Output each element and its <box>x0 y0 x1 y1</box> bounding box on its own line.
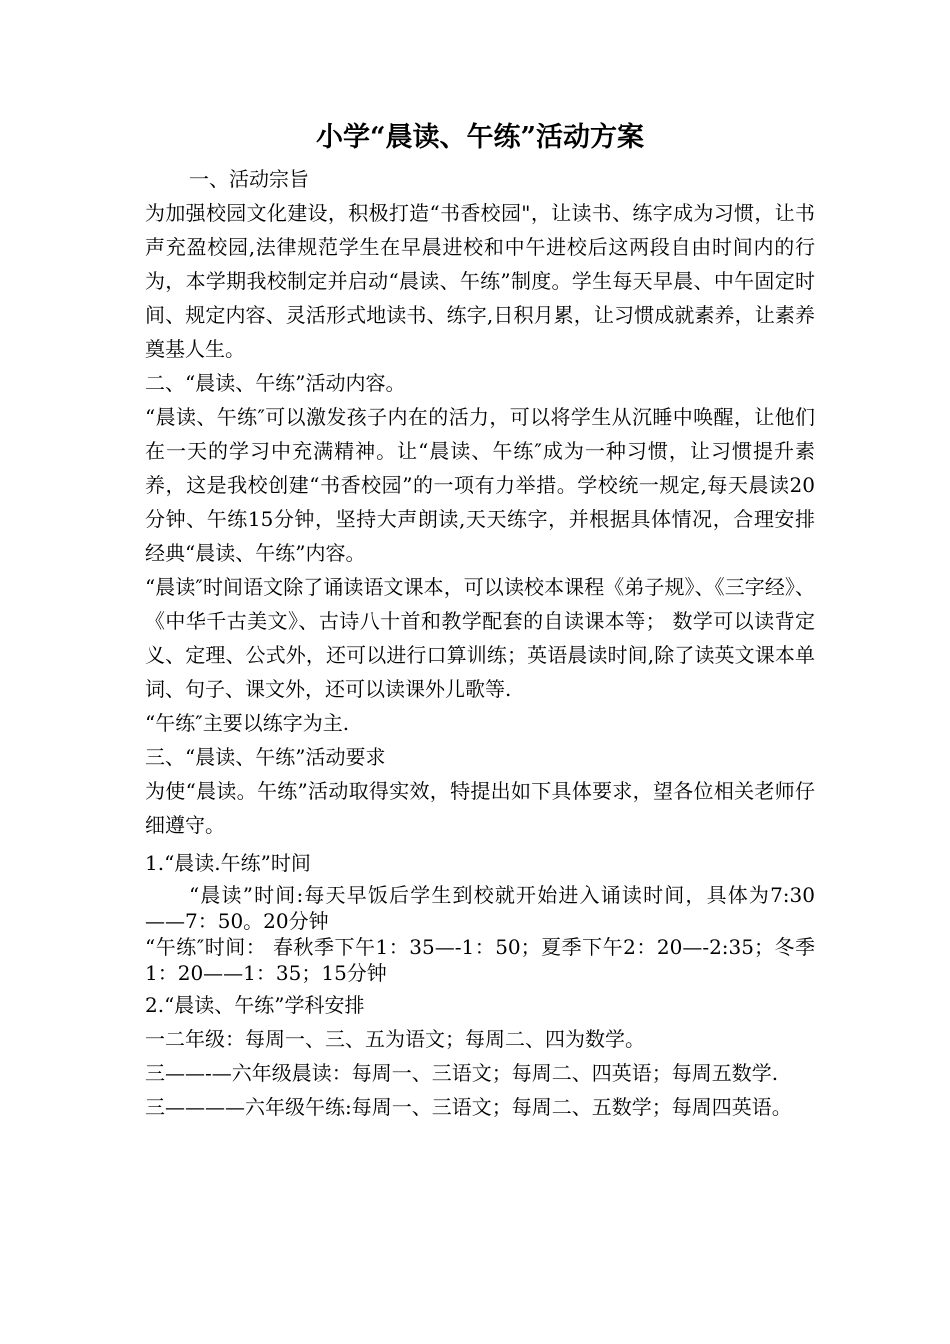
grade-3-6-morning-schedule: 三——-—六年级晨读：每周一、三语文；每周二、四英语；每周五数学. <box>145 1061 779 1085</box>
morning-reading-time: “晨读”时间:每天早饭后学生到校就开始进入诵读时间，具体为7:30——7：50。20分钟 <box>145 883 815 933</box>
section-heading-purpose: 一、活动宗旨 <box>189 167 309 191</box>
grade-1-2-schedule: 一二年级：每周一、三、五为语文；每周二、四为数学。 <box>145 1027 645 1051</box>
paragraph-content-2: “晨读″时间语文除了诵读语文课本，可以读校本课程《弟子规》、《三字经》、《中华千古美文》、古诗八十首和教学配套的自读课本等； 数学可以读背定义、定理、公式外，还可以进行口算训练；英语晨读时间,除了读英文课本单词、句子、课文外，还可以读课外儿歌等. <box>145 575 815 701</box>
noon-practice-time: “午练″时间： 春秋季下午1：35—-1：50；夏季下午2：20—-2:35；冬季1：20——1：35；15分钟 <box>145 935 815 985</box>
document-title: 小学“晨读、午练”活动方案 <box>315 122 645 153</box>
paragraph-content-1: “晨读、午练″可以激发孩子内在的活力，可以将学生从沉睡中唤醒，让他们在一天的学习中充满精神。让“晨读、午练″成为一种习惯，让习惯提升素养，这是我校创建“书香校园”的一项有力举措。学校统一规定,每天晨读20分钟、午练15分钟，坚持大声朗读,天天练字，并根据具体情况，合理安排经典“晨读、午练”内容。 <box>145 405 815 565</box>
item-heading-subjects: 2.“晨读、午练”学科安排 <box>145 993 365 1017</box>
section-heading-content: 二、“晨读、午练”活动内容。 <box>145 371 406 395</box>
item-heading-time: 1.“晨读.午练”时间 <box>145 851 311 875</box>
paragraph-requirements: 为使“晨读。午练”活动取得实效，特提出如下具体要求，望各位相关老师仔细遵守。 <box>145 779 815 837</box>
paragraph-purpose: 为加强校园文化建设，积极打造“书香校园"，让读书、练字成为习惯，让书声充盈校园,法律规范学生在早晨进校和中午进校后这两段自由时间内的行为，本学期我校制定并启动“晨读、午练”制度。学生每天早晨、中午固定时间、规定内容、灵活形式地读书、练字,日积月累，让习惯成就素养，让素养奠基人生。 <box>145 201 815 361</box>
document-page <box>145 118 815 1124</box>
paragraph-content-3: “午练″主要以练字为主. <box>145 711 350 735</box>
section-heading-requirements: 三、“晨读、午练”活动要求 <box>145 745 386 769</box>
grade-3-6-noon-schedule: 三————六年级午练:每周一、三语文；每周二、五数学；每周四英语。 <box>145 1095 792 1119</box>
